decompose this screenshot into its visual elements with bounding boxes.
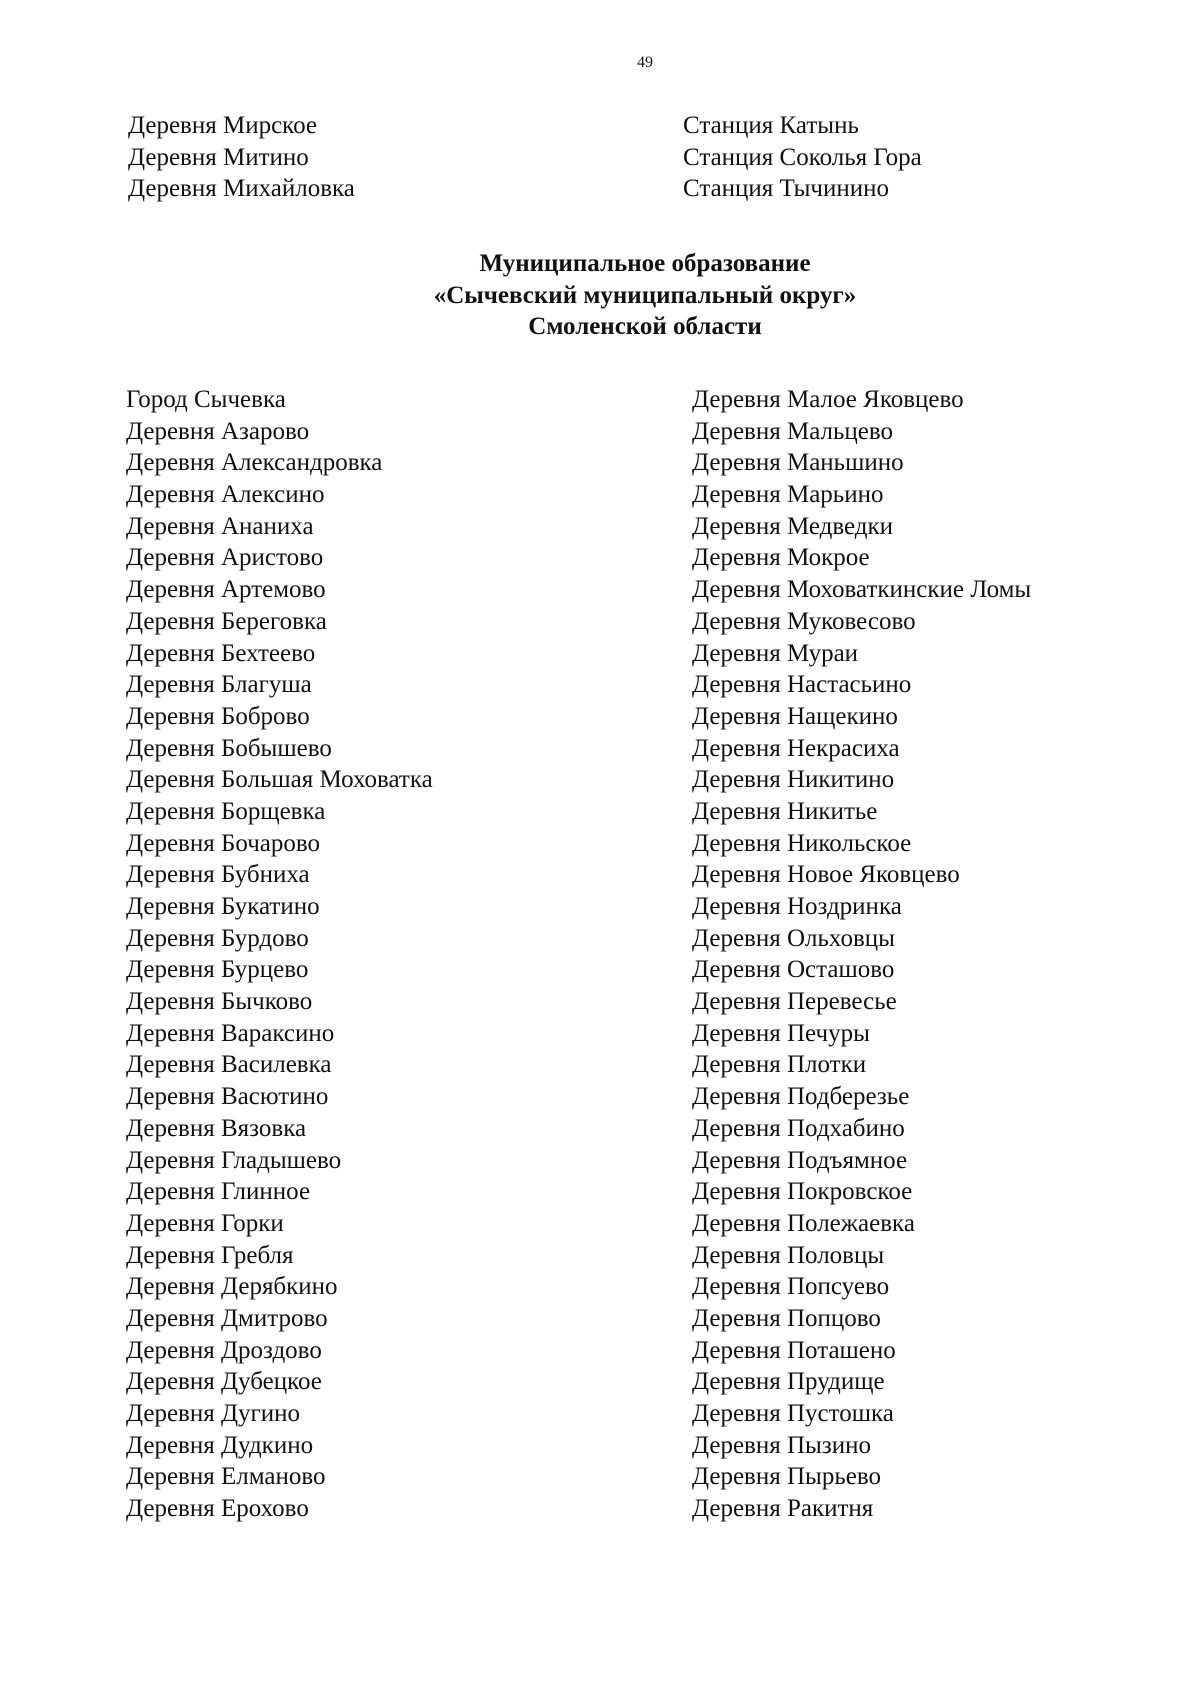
list-item: Деревня Бубниха (126, 861, 310, 889)
list-item: Деревня Малое Яковцево (692, 386, 964, 413)
list-item: Деревня Ракитня (692, 1495, 874, 1523)
list-item: Деревня Дмитрово (126, 1304, 328, 1332)
list-item: Деревня Мирское (128, 112, 317, 139)
list-item: Деревня Подхабино (692, 1114, 905, 1142)
list-item: Деревня Азарово (126, 417, 310, 445)
list-item: Деревня Половцы (692, 1241, 885, 1269)
list-item: Деревня Новое Яковцево (692, 861, 960, 889)
list-item: Деревня Моховаткинские Ломы (692, 576, 1032, 604)
list-item: Деревня Перевесье (692, 988, 897, 1016)
list-item: Деревня Мальцево (692, 417, 894, 445)
list-item: Станция Соколья Гора (683, 143, 922, 171)
list-item: Деревня Бочарово (126, 829, 320, 857)
list-item: Деревня Пырьево (692, 1463, 881, 1491)
list-item: Деревня Вязовка (126, 1114, 307, 1142)
list-item: Деревня Осташово (692, 956, 895, 984)
list-item: Деревня Ерохово (126, 1495, 309, 1523)
list-item: Деревня Дерябкино (126, 1273, 338, 1301)
list-item: Деревня Дудкино (126, 1431, 314, 1459)
heading-line-2: «Сычевский муниципальный округ» (433, 281, 857, 309)
list-item: Деревня Полежаевка (692, 1209, 915, 1237)
list-item: Деревня Никольское (692, 829, 912, 857)
list-item: Деревня Бурцево (126, 956, 309, 984)
list-item: Деревня Ананиха (126, 512, 314, 540)
list-item: Деревня Бобышево (126, 734, 332, 762)
list-item: Деревня Мокрое (692, 544, 870, 572)
list-item: Деревня Дубецкое (126, 1368, 322, 1396)
list-item: Деревня Марьино (692, 481, 884, 509)
list-item: Деревня Пустошка (692, 1400, 894, 1427)
page-number: 49 (637, 54, 653, 71)
settlement-list-left (126, 384, 433, 1525)
list-item: Деревня Букатино (126, 893, 320, 920)
list-item: Деревня Подберезье (692, 1083, 910, 1111)
list-item: Деревня Бехтеево (126, 639, 316, 667)
list-item: Деревня Аристово (126, 544, 324, 572)
list-item: Деревня Елманово (126, 1463, 326, 1491)
list-item: Деревня Нащекино (692, 702, 898, 730)
top-list-left (128, 110, 355, 205)
list-item: Деревня Большая Моховатка (126, 766, 433, 794)
list-item: Деревня Михайловка (128, 175, 355, 203)
list-item: Деревня Бурдово (126, 924, 309, 952)
heading-line-3: Смоленской области (528, 313, 762, 340)
list-item: Деревня Прудище (692, 1368, 885, 1396)
list-item: Город Сычевка (126, 386, 286, 413)
list-item: Деревня Береговка (126, 607, 327, 635)
list-item: Деревня Борщевка (126, 797, 326, 825)
list-item: Деревня Некрасиха (692, 734, 900, 762)
list-item: Деревня Горки (126, 1209, 284, 1237)
heading-line-1: Муниципальное образование (479, 250, 811, 277)
list-item: Деревня Вараксино (126, 1019, 335, 1047)
list-item: Деревня Печуры (692, 1019, 870, 1047)
list-item: Деревня Никитино (692, 766, 895, 794)
list-item: Станция Тычинино (683, 175, 889, 203)
list-item: Деревня Гребля (126, 1241, 294, 1269)
list-item: Деревня Александровка (126, 449, 383, 477)
list-item: Деревня Благуша (126, 671, 312, 699)
list-item: Деревня Настасьино (692, 671, 912, 699)
list-item: Деревня Покровское (692, 1178, 913, 1206)
list-item: Деревня Бычково (126, 988, 313, 1016)
list-item: Деревня Попцово (692, 1304, 881, 1332)
section-heading (0, 248, 1200, 343)
list-item: Деревня Гладышево (126, 1146, 342, 1174)
list-item: Деревня Пызино (692, 1431, 871, 1459)
list-item: Деревня Василевка (126, 1051, 332, 1079)
list-item: Деревня Ноздринка (692, 893, 902, 920)
list-item: Деревня Никитье (692, 797, 878, 825)
list-item: Деревня Подъямное (692, 1146, 908, 1174)
list-item: Деревня Ольховцы (692, 924, 895, 952)
list-item: Деревня Муковесово (692, 607, 916, 635)
list-item: Станция Катынь (683, 112, 859, 139)
settlement-list-right (692, 384, 1031, 1525)
top-list-right (683, 110, 922, 205)
list-item: Деревня Маньшино (692, 449, 904, 477)
list-item: Деревня Васютино (126, 1083, 329, 1111)
list-item: Деревня Алексино (126, 481, 325, 509)
list-item: Деревня Дроздово (126, 1336, 322, 1364)
list-item: Деревня Плотки (692, 1051, 867, 1079)
list-item: Деревня Поташено (692, 1336, 896, 1364)
list-item: Деревня Боброво (126, 702, 310, 730)
list-item: Деревня Митино (128, 143, 309, 171)
list-item: Деревня Мураи (692, 639, 859, 667)
list-item: Деревня Медведки (692, 512, 894, 540)
list-item: Деревня Глинное (126, 1178, 311, 1206)
list-item: Деревня Артемово (126, 576, 326, 604)
list-item: Деревня Дугино (126, 1400, 301, 1427)
list-item: Деревня Попсуево (692, 1273, 890, 1301)
